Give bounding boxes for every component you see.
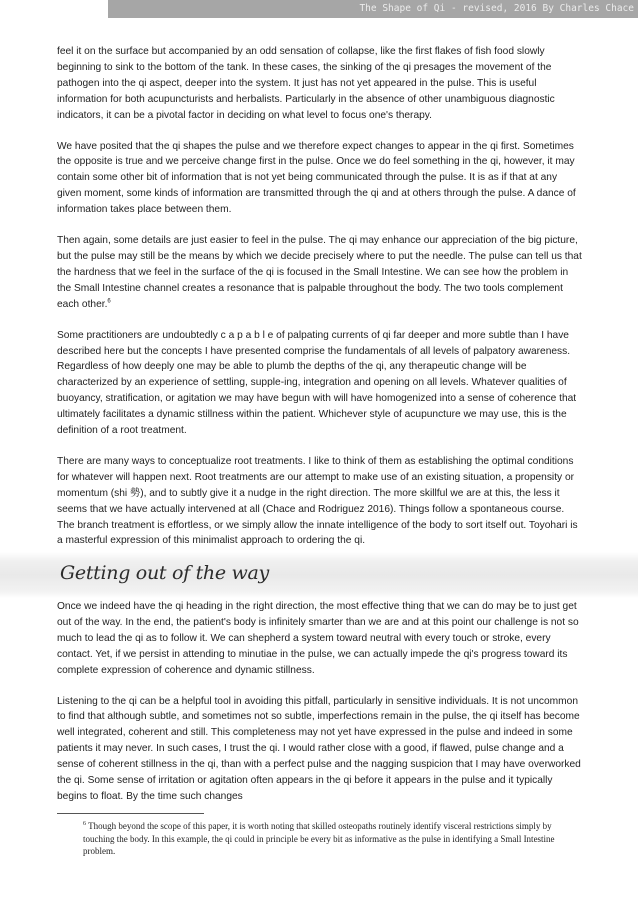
footnote-text: Though beyond the scope of this paper, it is worth noting that skilled osteopaths routinely identify visceral restrictions simply by touching the body. In this example, the qi could in principle be every bit as informative as the pulse in identifying a Small Intestine problem.	[83, 821, 555, 856]
section-text	[57, 599, 583, 805]
main-text	[57, 44, 583, 549]
footnote-number: 6	[83, 821, 86, 827]
footnote	[83, 820, 579, 858]
running-header-title: The Shape of Qi - revised, 2016 By Charles Chace	[359, 3, 634, 14]
footnote-divider	[57, 813, 204, 814]
paragraph-3	[57, 233, 583, 313]
paragraph-1: feel it on the surface but accompanied by an odd sensation of collapse, like the first flakes of fish food slowly beginning to sink to the bottom of the tank. In these cases, the sinking of the qi presages the movement of the pathogen into the qi aspect, deeper into the system. It just has not yet appeared in the pulse. This is useful information for both acupuncturists and herbalists. Particularly in the absence of other unambiguous diagnostic indicators, it can be a pivotal factor in deciding on what level to focus one's therapy.	[57, 46, 555, 121]
paragraph-3-text: Then again, some details are just easier to feel in the pulse. The qi may enhance our appreciation of the big picture, but the pulse may still be the means by which we decide precisely where to put the needle. The pulse can tell us that the hardness that we feel in the surface of the qi is focused in the Small Intestine. We can see how the problem in the Small Intestine channel creates a resonance that is palpable throughout the body. The two tools complement each other.	[57, 235, 582, 310]
paragraph-4: Some practitioners are undoubtedly c a p a b l e of palpating currents of qi far deeper and more subtle than I have described here but the concepts I have presented comprise the fundamentals of all levels of palpatory awareness. Regardless of how deeply one may be able to plumb the depths of the qi, any therapeutic change will be characterized by an experience of settling, supple-ing, integration and opening on all levels. Whatever qualities of buoyancy, stratification, or agitation we may have begun with will have homogenized into a sense of coherence that ultimately facilitates a dynamic stillness within the patient. Whichever style of acupuncture we may use, this is the definition of a root treatment.	[57, 329, 577, 437]
section-heading: Getting out of the way	[60, 562, 269, 584]
paragraph-5: There are many ways to conceptualize root treatments. I like to think of them as establishing the optimal conditions for whatever will happen next. Root treatments are our attempt to make use of an existing situation, a propensity or momentum (shi 勢), and to subtly give it a nudge in the right direction. The more skillful we are at this, the less it seems that we have actually intervened at all (Chace and Rodriguez 2016). Things follow a spontaneous course. The branch treatment is effortless, or we simply allow the innate intelligence of the body to sort itself out. Toyohari is a masterful expression of this minimalist approach to ordering the qi.	[57, 455, 578, 547]
paragraph-2: We have posited that the qi shapes the pulse and we therefore expect changes to appear in the qi first. Sometimes the opposite is true and we perceive change first in the pulse. Once we do feel something in the qi, however, it may contain some other bit of information that is not yet being communicated through the pulse. It is as if that at any given moment, some kinds of information are transmitted through the qi and at others through the pulse. A dance of information takes place between them.	[57, 140, 576, 216]
section-paragraph-1: Once we indeed have the qi heading in the right direction, the most effective thing that we can do may be to just get out of the way. In the end, the patient's body is infinitely smarter than we are and at this point our challenge is not so much to lead the qi as to follow it. We can shepherd a system toward neutral with every touch or stroke, every contact. Yet, if we persist in attending to minutiae in the pulse, we can actually impede the qi's progress toward its complete expression of coherence and dynamic stillness.	[57, 601, 579, 676]
footnote-reference[interactable]: 6	[107, 298, 111, 305]
section-paragraph-2: Listening to the qi can be a helpful tool in avoiding this pitfall, particularly in sensitive individuals. It is not uncommon to find that although subtle, and sometimes not so subtle, imperfections remain in the pulse, the qi itself has become well integrated, coherent and still. This completeness may not yet have expressed in the pulse and indeed in some patients it may never. In such cases, I trust the qi. I would rather close with a good, if flawed, pulse change and a sense of coherent stillness in the qi, than with a perfect pulse and the nagging suspicion that I may have overworked the qi. Some sense of irritation or agitation often appears in the qi before it appears in the pulse and it typically begins to float. By the time such changes	[57, 695, 581, 802]
running-header-bar	[108, 0, 638, 18]
